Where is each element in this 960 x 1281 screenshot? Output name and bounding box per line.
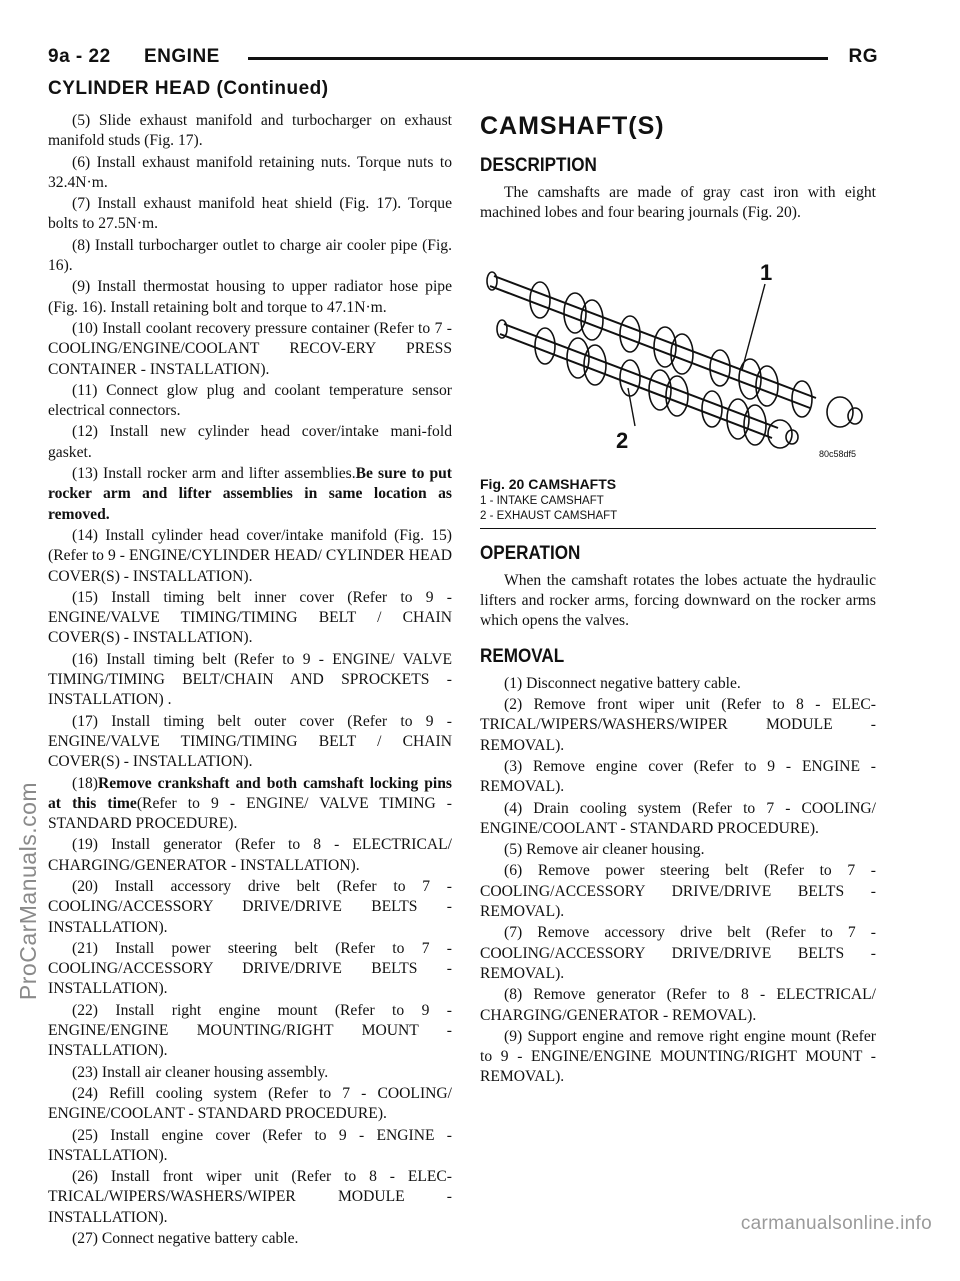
step-13-text: (13) Install rocker arm and lifter assemblies. xyxy=(72,465,356,483)
step-18-number: (18) xyxy=(72,774,98,792)
removal-step-9: (9) Support engine and remove right engine mount (Refer to 9 - ENGINE/ENGINE MOUNTING/RIGHT MOUNT - REMOVAL). xyxy=(480,1027,876,1086)
operation-text: When the camshaft rotates the lobes actuate the hydraulic lifters and rocker arms, forcing downward on the rocker arms which opens the valves. xyxy=(480,571,876,630)
removal-step-6: (6) Remove power steering belt (Refer to 7 - COOLING/ACCESSORY DRIVE/DRIVE BELTS - REMOVAL). xyxy=(480,862,876,921)
figure-caption: Fig. 20 CAMSHAFTS xyxy=(480,475,617,492)
legend-rule xyxy=(480,528,876,529)
step-18-reference: (Refer to 9 - ENGINE/ VALVE TIMING - STANDARD PROCEDURE). xyxy=(48,794,452,833)
figure-code: 80c58df5 xyxy=(818,448,856,459)
step-14: (14) Install cylinder head cover/intake manifold (Fig. 15)(Refer to 9 - ENGINE/CYLINDER HEAD/ CYLINDER HEAD COVER(S) - INSTALLATION). xyxy=(48,526,452,585)
step-22: (22) Install right engine mount (Refer to 9 - ENGINE/ENGINE MOUNTING/RIGHT MOUNT - INSTALLATION). xyxy=(48,1001,452,1060)
removal-step-1: (1) Disconnect negative battery cable. xyxy=(504,674,741,692)
step-20: (20) Install accessory drive belt (Refer to 7 - COOLING/ACCESSORY DRIVE/DRIVE BELTS - INSTALLATION). xyxy=(48,877,452,936)
operation-heading: OPERATION xyxy=(480,542,581,564)
bottom-watermark: carmanualsonline.info xyxy=(740,1213,932,1234)
removal-step-3: (3) Remove engine cover (Refer to 9 - ENGINE - REMOVAL). xyxy=(480,757,876,796)
legend-item-intake: 1 - INTAKE CAMSHAFT xyxy=(480,494,604,507)
step-16: (16) Install timing belt (Refer to 9 - ENGINE/ VALVE TIMING/TIMING BELT/CHAIN AND SPROCKETS - INSTALLATION) . xyxy=(48,650,452,709)
page-header xyxy=(48,44,878,72)
callout-2: 2 xyxy=(616,427,629,453)
step-21: (21) Install power steering belt (Refer to 7 - COOLING/ACCESSORY DRIVE/DRIVE BELTS - INSTALLATION). xyxy=(48,939,452,998)
step-15: (15) Install timing belt inner cover (Refer to 9 - ENGINE/VALVE TIMING/TIMING BELT / CHAIN COVER(S) - INSTALLATION). xyxy=(48,588,452,647)
side-watermark: ProCarManuals.com xyxy=(15,781,41,1001)
step-11: (11) Connect glow plug and coolant temperature sensor electrical connectors. xyxy=(48,381,452,420)
step-8: (8) Install turbocharger outlet to charge air cooler pipe (Fig. 16). xyxy=(48,236,452,275)
left-column xyxy=(48,111,452,1250)
removal-heading: REMOVAL xyxy=(480,645,565,667)
section-title: CAMSHAFT(S) xyxy=(480,112,665,140)
right-column xyxy=(480,111,876,1089)
description-text: The camshafts are made of gray cast iron with eight machined lobes and four bearing journals (Fig. 20). xyxy=(480,184,876,222)
step-5: (5) Slide exhaust manifold and turbocharger on exhaust manifold studs (Fig. 17). xyxy=(48,112,452,150)
step-24: (24) Refill cooling system (Refer to 7 - COOLING/ ENGINE/COOLANT - STANDARD PROCEDURE). xyxy=(48,1084,452,1123)
removal-step-7: (7) Remove accessory drive belt (Refer to 7 - COOLING/ACCESSORY DRIVE/DRIVE BELTS - REMOVAL). xyxy=(480,924,876,982)
camshafts-illustration xyxy=(480,238,876,468)
step-25: (25) Install engine cover (Refer to 9 - ENGINE - INSTALLATION). xyxy=(48,1126,452,1164)
step-12: (12) Install new cylinder head cover/intake mani-fold gasket. xyxy=(48,423,452,461)
step-26: (26) Install front wiper unit (Refer to 8 - ELEC-TRICAL/WIPERS/WASHERS/WIPER MODULE - INSTALLATION). xyxy=(48,1168,452,1226)
step-17: (17) Install timing belt outer cover (Refer to 9 - ENGINE/VALVE TIMING/TIMING BELT / CHAIN COVER(S) - INSTALLATION). xyxy=(48,712,452,771)
step-10: (10) Install coolant recovery pressure container (Refer to 7 - COOLING/ENGINE/COOLANT RECOV-ERY PRESS CONTAINER - INSTALLATION). xyxy=(48,319,452,378)
chapter-title: ENGINE xyxy=(144,46,220,67)
continued-section-title: CYLINDER HEAD (Continued) xyxy=(48,78,329,99)
page-number: 9a - 22 xyxy=(48,46,111,67)
camshafts-figure xyxy=(480,238,876,468)
step-7: (7) Install exhaust manifold heat shield (Fig. 17). Torque bolts to 27.5N·m. xyxy=(48,195,452,233)
step-18-warning: Remove crankshaft and both camshaft locking pins at this time xyxy=(48,774,452,812)
removal-step-5: (5) Remove air cleaner housing. xyxy=(504,841,705,859)
callout-1: 1 xyxy=(760,259,773,285)
header-rule xyxy=(248,57,828,60)
model-code: RG xyxy=(848,46,878,67)
step-13-warning: Be sure to put rocker arm and lifter assemblies in same location as removed. xyxy=(48,465,452,523)
step-27: (27) Connect negative battery cable. xyxy=(72,1230,299,1248)
removal-step-4: (4) Drain cooling system (Refer to 7 - COOLING/ ENGINE/COOLANT - STANDARD PROCEDURE). xyxy=(480,799,876,837)
step-23: (23) Install air cleaner housing assembly. xyxy=(72,1063,329,1081)
step-6: (6) Install exhaust manifold retaining nuts. Torque nuts to 32.4N·m. xyxy=(48,153,452,191)
step-9: (9) Install thermostat housing to upper radiator hose pipe (Fig. 16). Install retaining bolt and torque to 47.1N·m. xyxy=(48,278,452,316)
removal-step-2: (2) Remove front wiper unit (Refer to 8 - ELEC-TRICAL/WIPERS/WASHERS/WIPER MODULE - REMOVAL). xyxy=(480,696,876,754)
description-heading: DESCRIPTION xyxy=(480,155,597,176)
step-19: (19) Install generator (Refer to 8 - ELECTRICAL/ CHARGING/GENERATOR - INSTALLATION). xyxy=(48,836,452,874)
step-13 xyxy=(48,464,452,525)
removal-step-8: (8) Remove generator (Refer to 8 - ELECTRICAL/ CHARGING/GENERATOR - REMOVAL). xyxy=(480,986,876,1024)
legend-item-exhaust: 2 - EXHAUST CAMSHAFT xyxy=(480,509,618,522)
step-18 xyxy=(48,774,452,835)
